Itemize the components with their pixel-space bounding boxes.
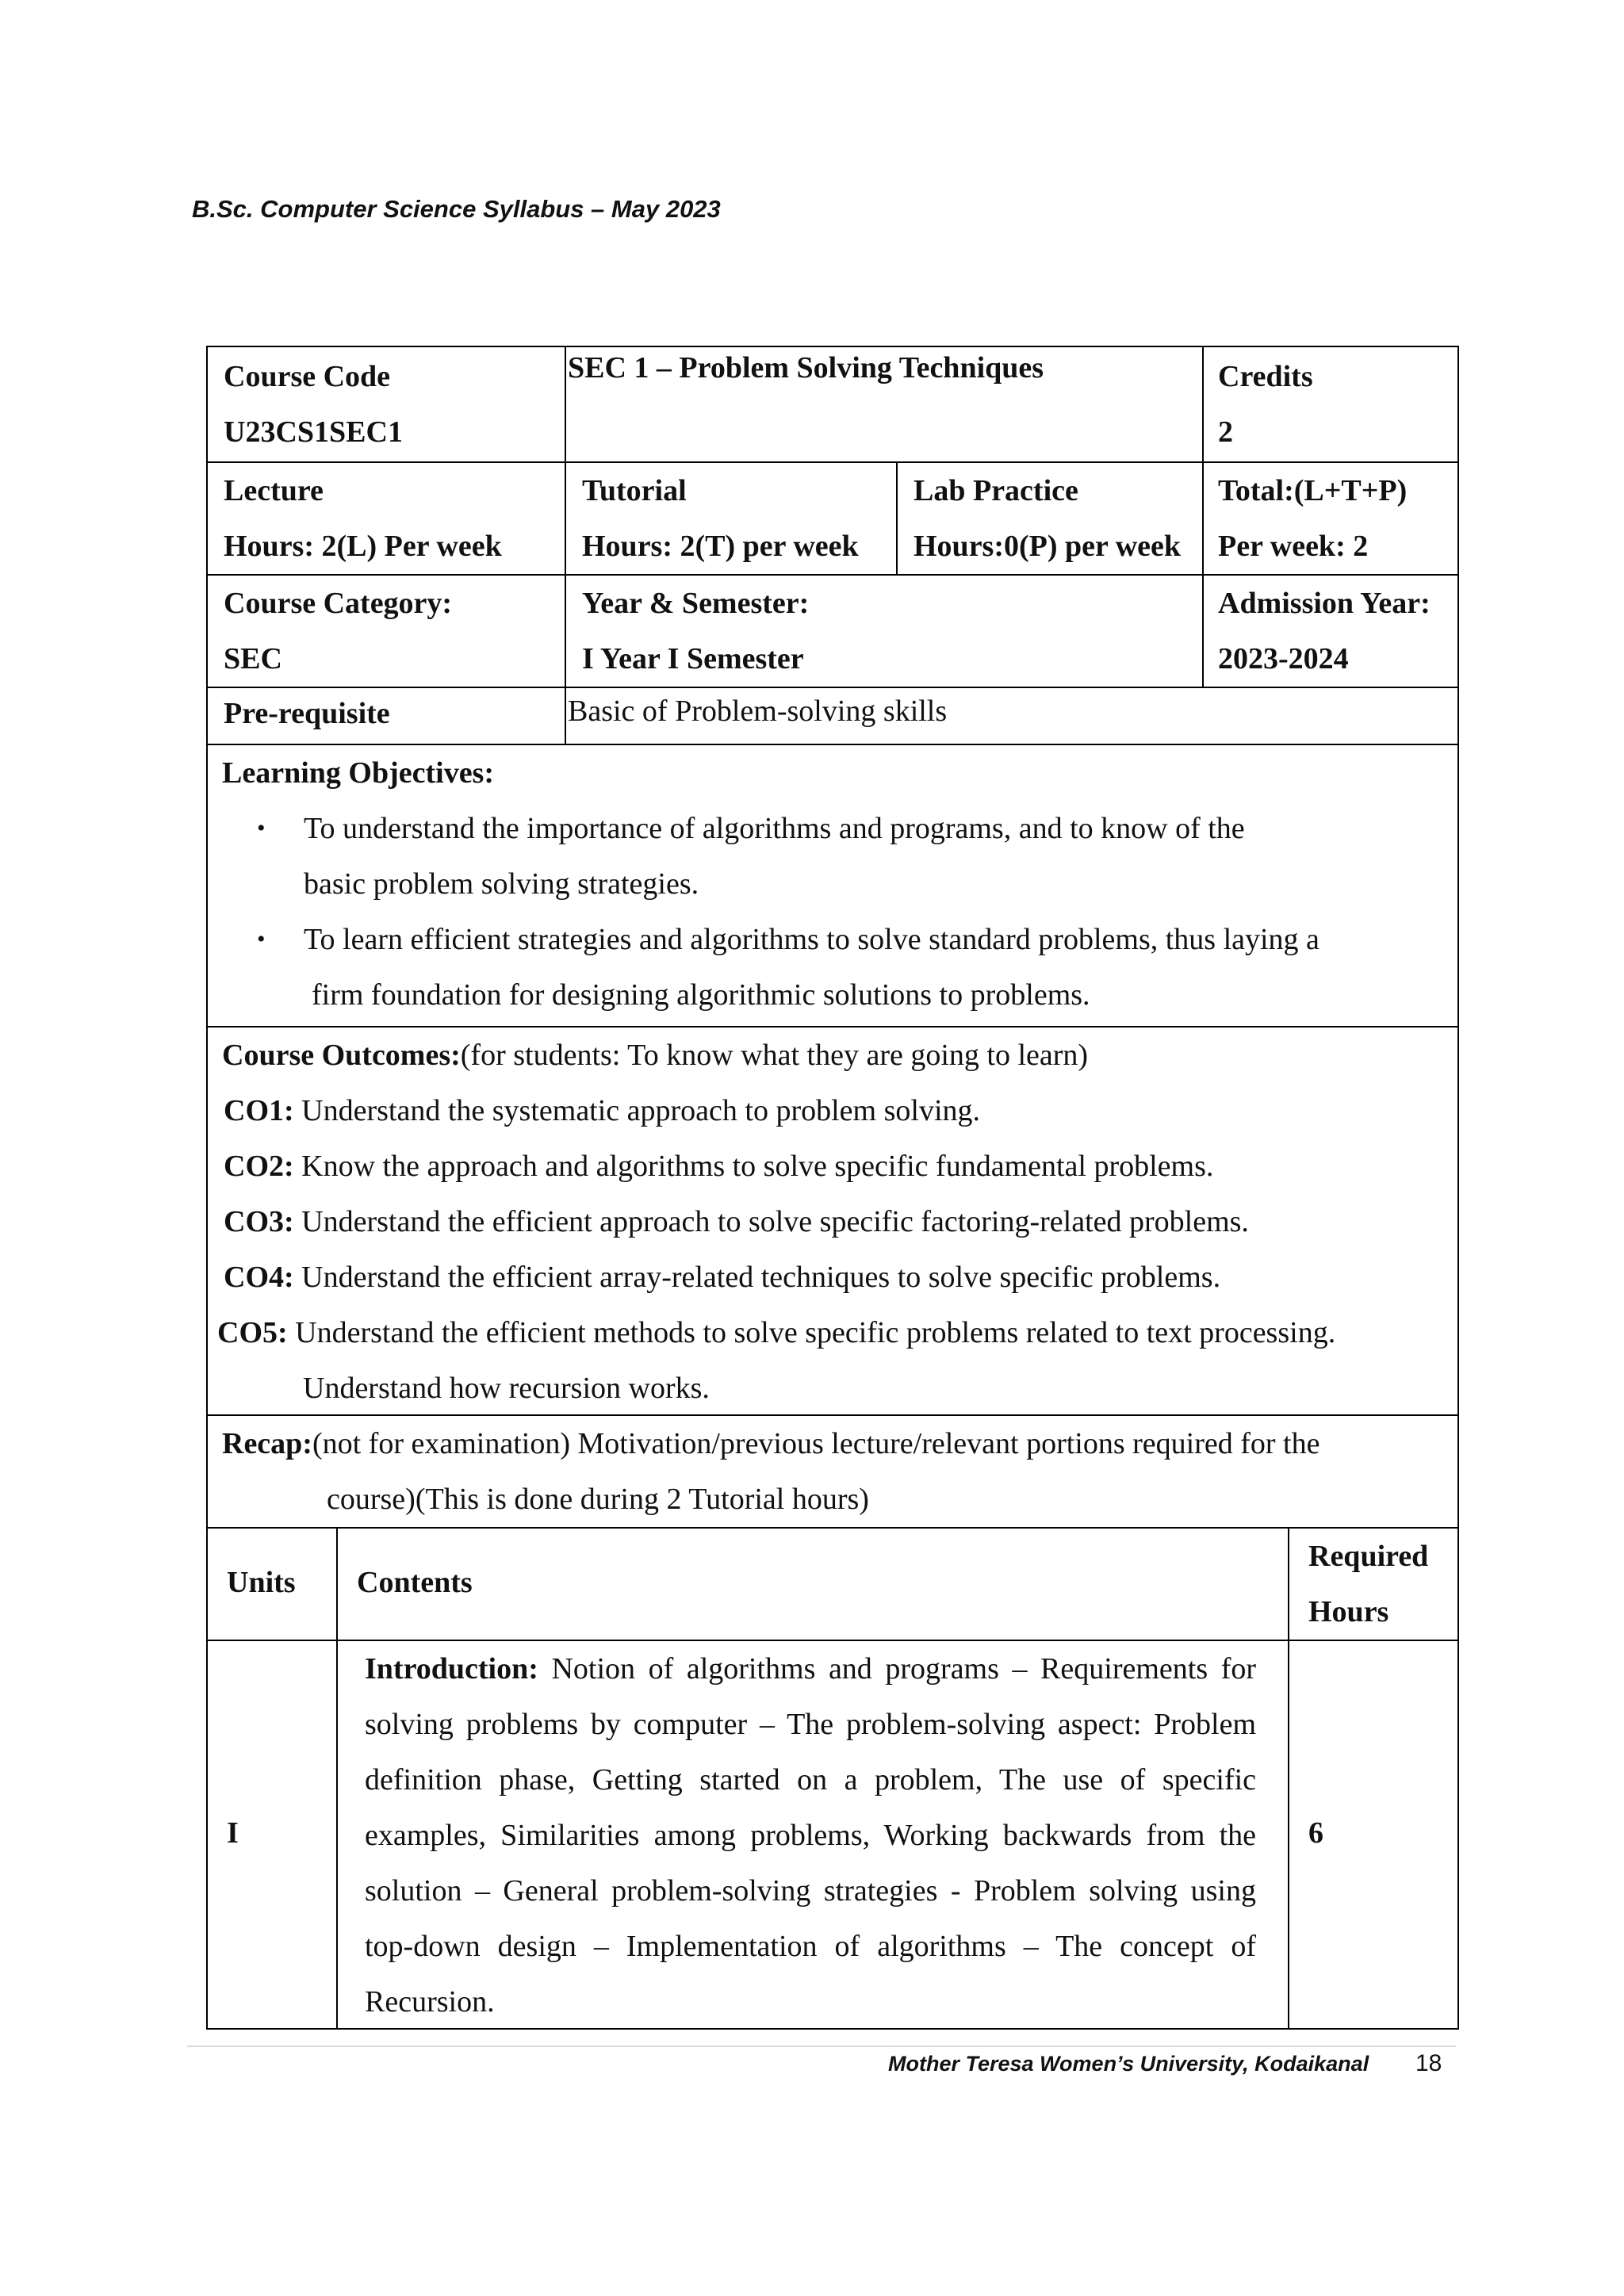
outcome-code: CO2: xyxy=(224,1150,294,1183)
lecture-hours: Hours: 2(L) Per week xyxy=(224,530,502,563)
lab-hours: Hours:0(P) per week xyxy=(914,530,1182,563)
objective-line: To understand the importance of algorithms and programs, and to know of the xyxy=(304,812,1245,845)
course-code-cell xyxy=(208,347,565,461)
unit-line: for solving problems by computer – The problem-solving aspect: xyxy=(365,1652,1256,1741)
credits-value: 2 xyxy=(1218,415,1233,449)
outcome-item xyxy=(222,1194,1457,1249)
credits-label: Credits xyxy=(1218,360,1313,393)
unit-hours: 6 xyxy=(1288,1641,1457,2028)
units-header: Units xyxy=(227,1566,296,1599)
footer-divider xyxy=(187,2045,1456,2047)
outcome-item xyxy=(222,1249,1457,1305)
outcome-code: CO4: xyxy=(224,1261,294,1294)
running-header: B.Sc. Computer Science Syllabus – May 2023 xyxy=(192,195,721,223)
unit-number: I xyxy=(227,1816,239,1850)
total-cell xyxy=(1202,463,1457,574)
objectives-row xyxy=(208,744,1457,1026)
year-semester-value: I Year I Semester xyxy=(582,642,804,675)
outcomes-row xyxy=(208,1026,1457,1414)
outcomes-heading-note: (for students: To know what they are going to learn) xyxy=(460,1039,1089,1072)
lecture-label: Lecture xyxy=(224,474,324,507)
objectives-list xyxy=(222,801,1457,1023)
footer-institution: Mother Teresa Women’s University, Kodaikanal xyxy=(888,2052,1369,2076)
syllabus-table xyxy=(206,346,1459,2030)
outcome-text: Understand the efficient approach to solve specific factoring-related problems. xyxy=(293,1205,1249,1238)
admission-value: 2023-2024 xyxy=(1218,642,1349,675)
objective-line: To learn efficient strategies and algorithms to solve standard problems, thus laying a xyxy=(304,923,1320,956)
objective-line: firm foundation for designing algorithmic solutions to problems. xyxy=(312,978,1090,1012)
outcome-item xyxy=(222,1083,1457,1138)
admission-label: Admission Year: xyxy=(1218,587,1431,620)
category-label: Course Category: xyxy=(224,587,453,620)
recap-text: (not for examination) Motivation/previous lecture/relevant portions required for the xyxy=(312,1427,1320,1460)
unit-line: Problem definition phase, Getting started on a problem, The use of xyxy=(365,1708,1257,1797)
course-code-value: U23CS1SEC1 xyxy=(224,415,403,449)
total-hours: Per week: 2 xyxy=(1218,530,1369,563)
objective-line: basic problem solving strategies. xyxy=(304,867,699,901)
contents-header: Contents xyxy=(336,1529,1288,1640)
unit-contents xyxy=(336,1641,1288,2028)
course-code-label: Course Code xyxy=(224,360,391,393)
outcome-text: Know the approach and algorithms to solve specific fundamental problems. xyxy=(293,1150,1214,1183)
tutorial-hours: Hours: 2(T) per week xyxy=(582,530,859,563)
hours-header-line: Hours xyxy=(1308,1595,1389,1628)
unit-line: specific examples, Similarities among problems, Working xyxy=(365,1763,1257,1852)
outcome-continuation: Understand how recursion works. xyxy=(303,1372,710,1405)
course-title: SEC 1 – Problem Solving Techniques xyxy=(568,351,1044,385)
recap-continuation: course)(This is done during 2 Tutorial hours) xyxy=(327,1483,869,1516)
unit-line: backwards from the solution – General problem-solving strategies - xyxy=(365,1819,1256,1908)
unit-line: Problem solving using top-down design – Implementation of xyxy=(365,1874,1256,1963)
course-title-cell xyxy=(565,347,1202,461)
units-header-row xyxy=(208,1527,1457,1640)
objective-item xyxy=(222,801,1457,912)
outcomes-heading: Course Outcomes: xyxy=(222,1039,461,1072)
hours-header xyxy=(1288,1529,1457,1640)
outcome-code: CO1: xyxy=(224,1094,294,1127)
prerequisite-value: Basic of Problem-solving skills xyxy=(565,688,1457,744)
page-number: 18 xyxy=(1415,2050,1442,2076)
prerequisite-label: Pre-requisite xyxy=(224,697,390,730)
unit-text xyxy=(365,1641,1288,2030)
lecture-cell xyxy=(208,463,565,574)
year-semester-label: Year & Semester: xyxy=(582,587,810,620)
unit-title: Introduction: xyxy=(365,1652,538,1686)
hours-row xyxy=(208,461,1457,574)
credits-cell xyxy=(1202,347,1457,461)
category-value: SEC xyxy=(224,642,282,675)
tutorial-cell xyxy=(565,463,896,574)
recap-label: Recap: xyxy=(222,1427,312,1460)
objective-item xyxy=(222,912,1457,1023)
total-label: Total:(L+T+P) xyxy=(1218,474,1408,507)
category-row xyxy=(208,574,1457,687)
admission-cell xyxy=(1202,576,1457,687)
bullet-icon: • xyxy=(257,815,266,841)
outcomes-heading-line xyxy=(222,1027,1457,1083)
recap-row xyxy=(208,1414,1457,1527)
year-semester-cell xyxy=(565,576,1202,687)
lab-cell xyxy=(896,463,1202,574)
objectives-cell xyxy=(208,745,1457,1026)
bullet-icon: • xyxy=(257,926,266,952)
outcome-code: CO3: xyxy=(224,1205,294,1238)
prerequisite-row xyxy=(208,687,1457,744)
outcome-code: CO5: xyxy=(217,1316,288,1349)
outcome-text: Understand the efficient array-related techniques to solve specific problems. xyxy=(293,1261,1221,1294)
tutorial-label: Tutorial xyxy=(582,474,687,507)
unit-line: Notion of algorithms and programs – Requirements xyxy=(538,1652,1208,1686)
unit-row xyxy=(208,1640,1457,2028)
outcome-item xyxy=(216,1305,1457,1360)
recap-line xyxy=(222,1416,1457,1471)
recap-cell xyxy=(208,1416,1457,1527)
lab-label: Lab Practice xyxy=(914,474,1078,507)
outcome-item xyxy=(222,1138,1457,1194)
course-code-row xyxy=(208,347,1457,461)
outcome-text: Understand the systematic approach to problem solving. xyxy=(293,1094,981,1127)
outcome-text: Understand the efficient methods to solve specific problems related to text processing. xyxy=(287,1316,1336,1349)
category-cell xyxy=(208,576,565,687)
hours-header-line: Required xyxy=(1308,1540,1429,1573)
objectives-heading: Learning Objectives: xyxy=(222,756,495,790)
unit-line: algorithms – The concept of Recursion. xyxy=(365,1930,1256,2019)
outcomes-cell xyxy=(208,1027,1457,1414)
